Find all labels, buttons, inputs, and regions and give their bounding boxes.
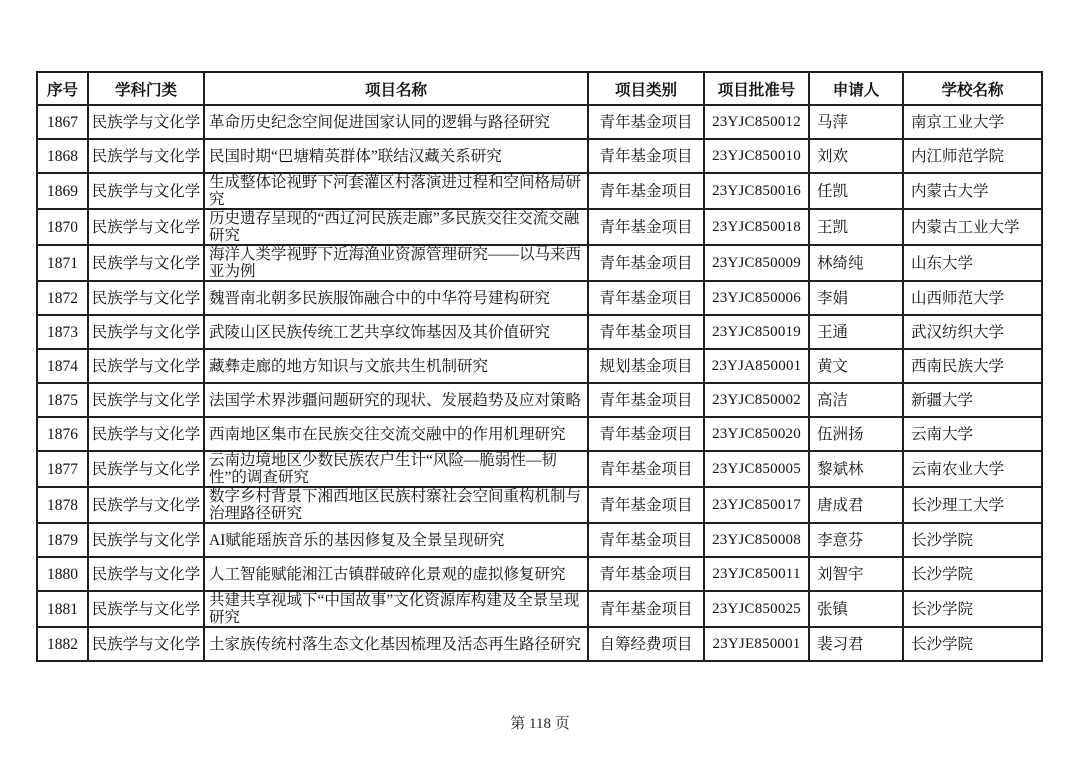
cell-applicant: 李意芬 <box>809 523 903 557</box>
cell-seq: 1871 <box>37 245 88 281</box>
cell-project-title: 革命历史纪念空间促进国家认同的逻辑与路径研究 <box>204 105 588 139</box>
cell-category: 青年基金项目 <box>588 173 704 209</box>
cell-grant-no: 23YJC850019 <box>704 315 809 349</box>
cell-category: 青年基金项目 <box>588 245 704 281</box>
cell-category: 青年基金项目 <box>588 557 704 591</box>
cell-applicant: 高洁 <box>809 383 903 417</box>
cell-project-title: 共建共享视域下“中国故事”文化资源库构建及全景呈现研究 <box>204 591 588 627</box>
cell-school: 南京工业大学 <box>903 105 1042 139</box>
cell-grant-no: 23YJC850002 <box>704 383 809 417</box>
cell-grant-no: 23YJC850010 <box>704 139 809 173</box>
cell-grant-no: 23YJA850001 <box>704 349 809 383</box>
cell-category: 青年基金项目 <box>588 315 704 349</box>
cell-seq: 1870 <box>37 209 88 245</box>
cell-seq: 1876 <box>37 417 88 451</box>
cell-school: 内蒙古大学 <box>903 173 1042 209</box>
cell-applicant: 李娟 <box>809 281 903 315</box>
cell-discipline: 民族学与文化学 <box>88 349 204 383</box>
cell-applicant: 伍洲扬 <box>809 417 903 451</box>
cell-discipline: 民族学与文化学 <box>88 487 204 523</box>
cell-discipline: 民族学与文化学 <box>88 627 204 661</box>
cell-seq: 1877 <box>37 451 88 487</box>
table-row <box>37 245 1042 281</box>
cell-school: 云南农业大学 <box>903 451 1042 487</box>
column-header-grant-no: 项目批准号 <box>704 72 809 105</box>
cell-project-title: 土家族传统村落生态文化基因梳理及活态再生路径研究 <box>204 627 588 661</box>
cell-seq: 1878 <box>37 487 88 523</box>
table-row <box>37 417 1042 451</box>
cell-applicant: 唐成君 <box>809 487 903 523</box>
cell-discipline: 民族学与文化学 <box>88 245 204 281</box>
table-row <box>37 487 1042 523</box>
cell-project-title: 海洋人类学视野下近海渔业资源管理研究——以马来西亚为例 <box>204 245 588 281</box>
cell-applicant: 刘欢 <box>809 139 903 173</box>
cell-project-title: 人工智能赋能湘江古镇群破碎化景观的虚拟修复研究 <box>204 557 588 591</box>
cell-project-title: 西南地区集市在民族交往交流交融中的作用机理研究 <box>204 417 588 451</box>
cell-grant-no: 23YJC850020 <box>704 417 809 451</box>
cell-category: 青年基金项目 <box>588 209 704 245</box>
table-row <box>37 523 1042 557</box>
cell-school: 西南民族大学 <box>903 349 1042 383</box>
cell-school: 新疆大学 <box>903 383 1042 417</box>
cell-seq: 1874 <box>37 349 88 383</box>
cell-project-title: 藏彝走廊的地方知识与文旅共生机制研究 <box>204 349 588 383</box>
cell-applicant: 林绮纯 <box>809 245 903 281</box>
cell-school: 长沙学院 <box>903 523 1042 557</box>
cell-category: 青年基金项目 <box>588 281 704 315</box>
cell-school: 长沙学院 <box>903 591 1042 627</box>
cell-discipline: 民族学与文化学 <box>88 209 204 245</box>
cell-project-title: 法国学术界涉疆问题研究的现状、发展趋势及应对策略 <box>204 383 588 417</box>
cell-discipline: 民族学与文化学 <box>88 523 204 557</box>
cell-school: 长沙学院 <box>903 627 1042 661</box>
cell-project-title: AI赋能瑶族音乐的基因修复及全景呈现研究 <box>204 523 588 557</box>
table-row <box>37 451 1042 487</box>
cell-project-title: 生成整体论视野下河套灌区村落演进过程和空间格局研究 <box>204 173 588 209</box>
cell-seq: 1869 <box>37 173 88 209</box>
cell-discipline: 民族学与文化学 <box>88 557 204 591</box>
projects-table <box>36 71 1043 662</box>
cell-discipline: 民族学与文化学 <box>88 281 204 315</box>
cell-school: 武汉纺织大学 <box>903 315 1042 349</box>
cell-grant-no: 23YJC850025 <box>704 591 809 627</box>
cell-seq: 1872 <box>37 281 88 315</box>
cell-grant-no: 23YJC850016 <box>704 173 809 209</box>
cell-grant-no: 23YJC850009 <box>704 245 809 281</box>
page-number: 第 118 页 <box>510 716 570 732</box>
cell-seq: 1868 <box>37 139 88 173</box>
cell-category: 青年基金项目 <box>588 591 704 627</box>
cell-applicant: 刘智宇 <box>809 557 903 591</box>
table-row <box>37 627 1042 661</box>
cell-seq: 1881 <box>37 591 88 627</box>
cell-grant-no: 23YJC850005 <box>704 451 809 487</box>
cell-discipline: 民族学与文化学 <box>88 105 204 139</box>
cell-discipline: 民族学与文化学 <box>88 173 204 209</box>
table-row <box>37 139 1042 173</box>
cell-seq: 1873 <box>37 315 88 349</box>
cell-grant-no: 23YJC850017 <box>704 487 809 523</box>
cell-project-title: 魏晋南北朝多民族服饰融合中的中华符号建构研究 <box>204 281 588 315</box>
cell-project-title: 数字乡村背景下湘西地区民族村寨社会空间重构机制与治理路径研究 <box>204 487 588 523</box>
cell-category: 青年基金项目 <box>588 417 704 451</box>
column-header-applicant: 申请人 <box>809 72 903 105</box>
cell-school: 云南大学 <box>903 417 1042 451</box>
cell-applicant: 王通 <box>809 315 903 349</box>
table-body <box>37 105 1042 661</box>
column-header-school: 学校名称 <box>903 72 1042 105</box>
column-header-category: 项目类别 <box>588 72 704 105</box>
cell-project-title: 民国时期“巴塘精英群体”联结汉藏关系研究 <box>204 139 588 173</box>
cell-grant-no: 23YJC850012 <box>704 105 809 139</box>
cell-applicant: 黎斌林 <box>809 451 903 487</box>
cell-grant-no: 23YJC850018 <box>704 209 809 245</box>
cell-applicant: 张镇 <box>809 591 903 627</box>
cell-applicant: 王凯 <box>809 209 903 245</box>
cell-school: 内蒙古工业大学 <box>903 209 1042 245</box>
cell-discipline: 民族学与文化学 <box>88 139 204 173</box>
cell-category: 规划基金项目 <box>588 349 704 383</box>
table-row <box>37 173 1042 209</box>
header-row <box>37 72 1042 105</box>
table-row <box>37 383 1042 417</box>
cell-applicant: 任凯 <box>809 173 903 209</box>
cell-seq: 1879 <box>37 523 88 557</box>
cell-discipline: 民族学与文化学 <box>88 451 204 487</box>
cell-category: 青年基金项目 <box>588 451 704 487</box>
cell-seq: 1867 <box>37 105 88 139</box>
cell-discipline: 民族学与文化学 <box>88 315 204 349</box>
cell-school: 长沙理工大学 <box>903 487 1042 523</box>
cell-applicant: 马萍 <box>809 105 903 139</box>
cell-seq: 1880 <box>37 557 88 591</box>
table-row <box>37 209 1042 245</box>
cell-applicant: 裴习君 <box>809 627 903 661</box>
table-row <box>37 281 1042 315</box>
table-row <box>37 591 1042 627</box>
cell-category: 青年基金项目 <box>588 139 704 173</box>
column-header-project-title: 项目名称 <box>204 72 588 105</box>
cell-category: 自筹经费项目 <box>588 627 704 661</box>
cell-project-title: 武陵山区民族传统工艺共享纹饰基因及其价值研究 <box>204 315 588 349</box>
column-header-discipline: 学科门类 <box>88 72 204 105</box>
cell-project-title: 历史遗存呈现的“西辽河民族走廊”多民族交往交流交融研究 <box>204 209 588 245</box>
table-row <box>37 557 1042 591</box>
cell-school: 内江师范学院 <box>903 139 1042 173</box>
cell-grant-no: 23YJC850008 <box>704 523 809 557</box>
cell-category: 青年基金项目 <box>588 383 704 417</box>
cell-project-title: 云南边境地区少数民族农户生计“风险—脆弱性—韧性”的调查研究 <box>204 451 588 487</box>
cell-discipline: 民族学与文化学 <box>88 383 204 417</box>
cell-category: 青年基金项目 <box>588 487 704 523</box>
cell-discipline: 民族学与文化学 <box>88 591 204 627</box>
cell-seq: 1875 <box>37 383 88 417</box>
cell-discipline: 民族学与文化学 <box>88 417 204 451</box>
cell-school: 长沙学院 <box>903 557 1042 591</box>
cell-category: 青年基金项目 <box>588 523 704 557</box>
cell-grant-no: 23YJE850001 <box>704 627 809 661</box>
table-row <box>37 105 1042 139</box>
table-row <box>37 349 1042 383</box>
cell-grant-no: 23YJC850006 <box>704 281 809 315</box>
cell-school: 山东大学 <box>903 245 1042 281</box>
table-row <box>37 315 1042 349</box>
cell-seq: 1882 <box>37 627 88 661</box>
cell-school: 山西师范大学 <box>903 281 1042 315</box>
cell-grant-no: 23YJC850011 <box>704 557 809 591</box>
cell-applicant: 黄文 <box>809 349 903 383</box>
column-header-seq: 序号 <box>37 72 88 105</box>
cell-category: 青年基金项目 <box>588 105 704 139</box>
